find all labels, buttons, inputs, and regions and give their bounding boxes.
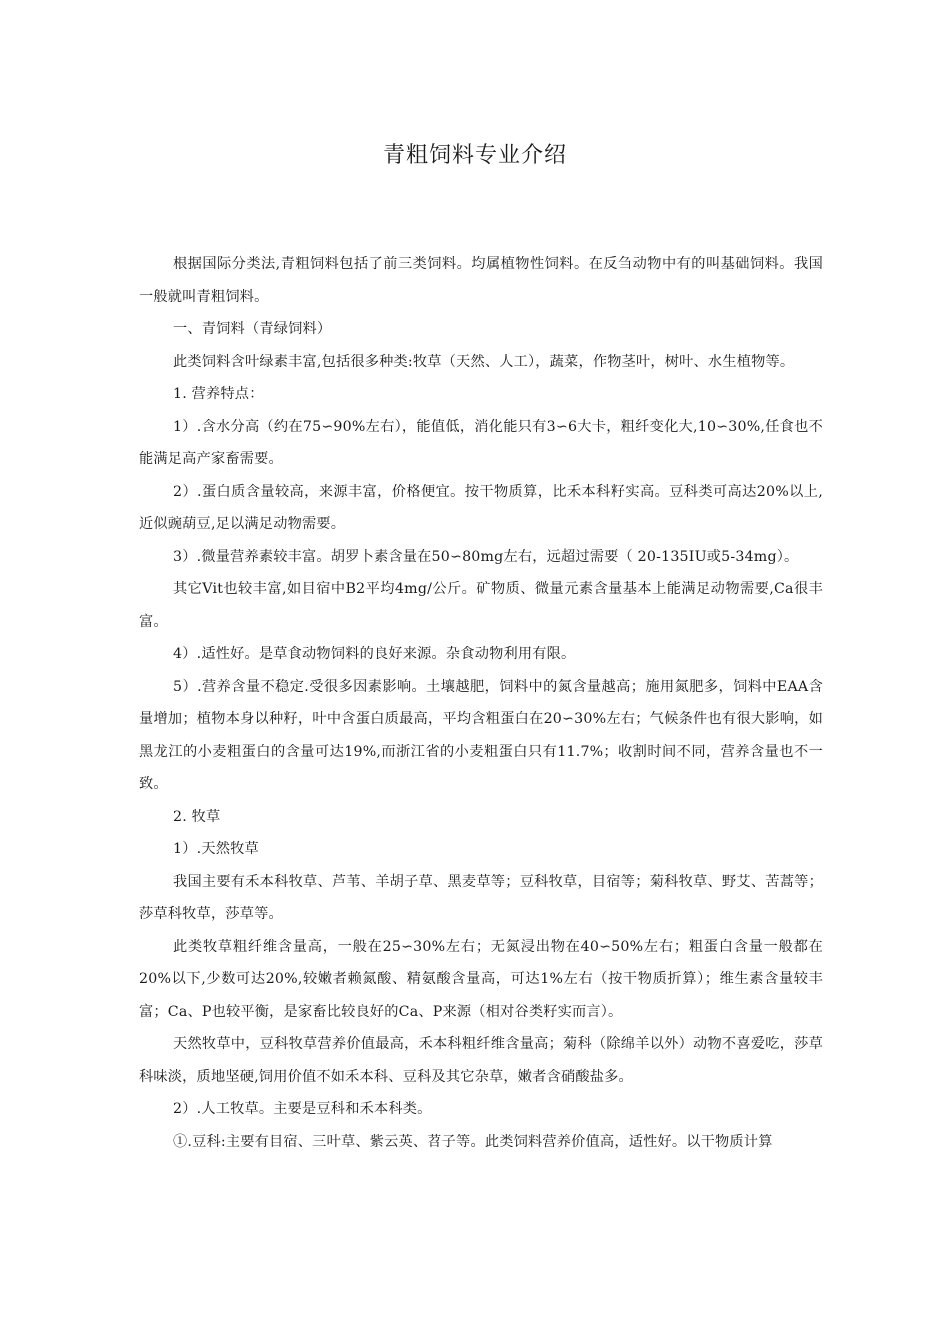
paragraph: ①.豆科:主要有目宿、三叶草、紫云英、苕子等。此类饲料营养价值高，适性好。以干物质计算 bbox=[173, 1133, 773, 1150]
subsection-heading: 1. 营养特点： bbox=[173, 386, 264, 402]
document-title: 青粗饲料专业介绍 bbox=[382, 143, 567, 168]
paragraph: 根据国际分类法,青粗饲料包括了前三类饲料。均属植物性饲料。在反刍动物中有的叫基础饲料。我国一般就叫青粗饲料。 bbox=[139, 256, 823, 305]
subsection-heading: 2）.人工牧草。主要是豆科和禾本科类。 bbox=[173, 1101, 432, 1117]
paragraph: 此类饲料含叶绿素丰富,包括很多种类:牧草（天然、人工），蔬菜，作物茎叶，树叶、水生植物等。 bbox=[173, 353, 795, 370]
paragraph: 1）.含水分高（约在75∽90%左右），能值低，消化能只有3∽6大卡，粗纤变化大,10∽30%,任食也不能满足高产家畜需要。 bbox=[139, 418, 823, 467]
paragraph: 3）.微量营养素较丰富。胡罗卜素含量在50∽80mg左右，远超过需要（ 20-135IU或5-34mg）。 bbox=[173, 548, 799, 565]
paragraph: 5）.营养含量不稳定.受很多因素影响。土壤越肥，饲料中的氮含量越高；施用氮肥多，饲料中EAA含量增加；植物本身以种籽，叶中含蛋白质最高，平均含粗蛋白在20∽30%左右；气候条件也有很大影响，如黑龙江的小麦粗蛋白的含量可达19%,而浙江省的小麦粗蛋白只有11.7%；收割时间不同，营养含量也不一致。 bbox=[139, 678, 823, 792]
paragraph: 天然牧草中，豆科牧草营养价值最高，禾本科粗纤维含量高；菊科（除绵羊以外）动物不喜爱吃，莎草科味淡，质地坚硬,饲用价值不如禾本科、豆科及其它杂草，嫩者含硝酸盐多。 bbox=[139, 1036, 823, 1085]
paragraph: 其它Vit也较丰富,如目宿中B2平均4mg/公斤。矿物质、微量元素含量基本上能满足动物需要,Ca很丰富。 bbox=[139, 581, 823, 630]
subsection-heading: 1）.天然牧草 bbox=[173, 841, 259, 857]
document-body bbox=[139, 248, 823, 1158]
subsection-heading: 2. 牧草 bbox=[173, 808, 221, 825]
paragraph: 2）.蛋白质含量较高，来源丰富，价格便宜。按干物质算，比禾本科籽实高。豆科类可高达20%以上,近似豌葫豆,足以满足动物需要。 bbox=[139, 483, 823, 532]
section-heading: 一、青饲料（青绿饲料） bbox=[173, 321, 332, 337]
paragraph: 此类牧草粗纤维含量高，一般在25∽30%左右；无氮浸出物在40∽50%左右；粗蛋白含量一般都在20%以下,少数可达20%,较嫩者赖氮酸、精氨酸含量高，可达1%左右（按干物质折算）；维生素含量较丰富；Ca、P也较平衡，是家畜比较良好的Ca、P来源（相对谷类籽实而言）。 bbox=[139, 938, 823, 1020]
paragraph: 4）.适性好。是草食动物饲料的良好来源。杂食动物利用有限。 bbox=[173, 646, 576, 662]
paragraph: 我国主要有禾本科牧草、芦苇、羊胡子草、黑麦草等；豆科牧草，目宿等；菊科牧草、野艾、苦蒿等；莎草科牧草，莎草等。 bbox=[139, 873, 823, 922]
